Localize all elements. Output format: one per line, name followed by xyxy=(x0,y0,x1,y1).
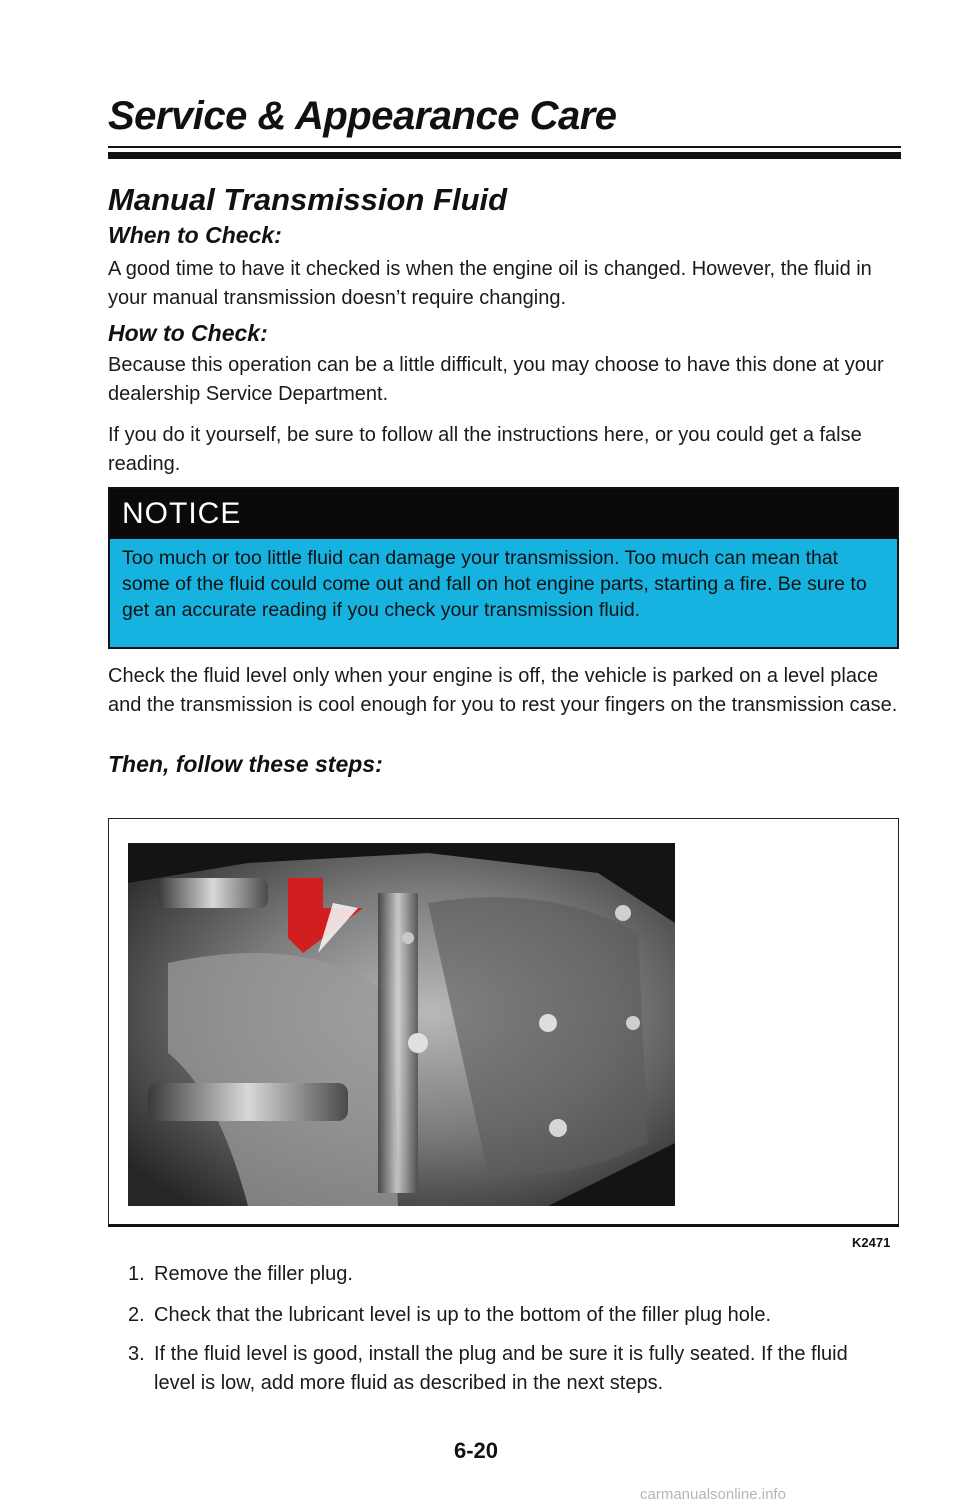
step-item xyxy=(128,1301,898,1330)
page-number: 6-20 xyxy=(454,1438,499,1463)
steps-heading: Then, follow these steps: xyxy=(108,751,383,777)
page-header-title: Service & Appearance Care xyxy=(108,94,617,138)
notice-text: Too much or too little fluid can damage your transmission. Too much can mean that some of the fluid could come out and fall on hot engine parts, starting a fire. Be sure to get an accurate reading if you check your transmission fluid. xyxy=(122,547,867,621)
when-to-check-heading: When to Check: xyxy=(108,222,282,248)
notice-box xyxy=(108,487,899,649)
when-to-check-text: A good time to have it checked is when the engine oil is changed. However, the fluid in your manual transmission doesn’t require changing. xyxy=(108,258,872,309)
how-to-check-text-1: Because this operation can be a little difficult, you may choose to have this done at your dealership Service Department. xyxy=(108,354,884,405)
step-item xyxy=(128,1340,898,1398)
figure-id: K2471 xyxy=(852,1235,891,1250)
step-number: 1. xyxy=(128,1263,145,1285)
notice-heading: NOTICE xyxy=(110,489,897,539)
check-condition-text: Check the fluid level only when your engine is off, the vehicle is parked on a level place and the transmission is cool enough for you to rest your fingers on the transmission case. xyxy=(108,665,898,716)
how-to-check-heading: How to Check: xyxy=(108,320,268,346)
how-to-check-text-2: If you do it yourself, be sure to follow all the instructions here, or you could get a false reading. xyxy=(108,424,862,475)
step-number: 3. xyxy=(128,1343,145,1365)
step-text: If the fluid level is good, install the plug and be sure it is fully seated. If the fluid level is low, add more fluid as described in the next steps. xyxy=(154,1343,848,1394)
header-rule-thin xyxy=(108,146,901,148)
step-item xyxy=(128,1260,898,1289)
step-text: Check that the lubricant level is up to the bottom of the filler plug hole. xyxy=(154,1304,772,1326)
step-number: 2. xyxy=(128,1304,145,1326)
watermark: carmanualsonline.info xyxy=(640,1486,786,1503)
section-title: Manual Transmission Fluid xyxy=(108,182,508,217)
header-rule-thick xyxy=(108,152,901,159)
step-text: Remove the filler plug. xyxy=(154,1263,353,1285)
figure-bottom-rule xyxy=(108,1224,899,1227)
transmission-photo xyxy=(128,843,675,1206)
